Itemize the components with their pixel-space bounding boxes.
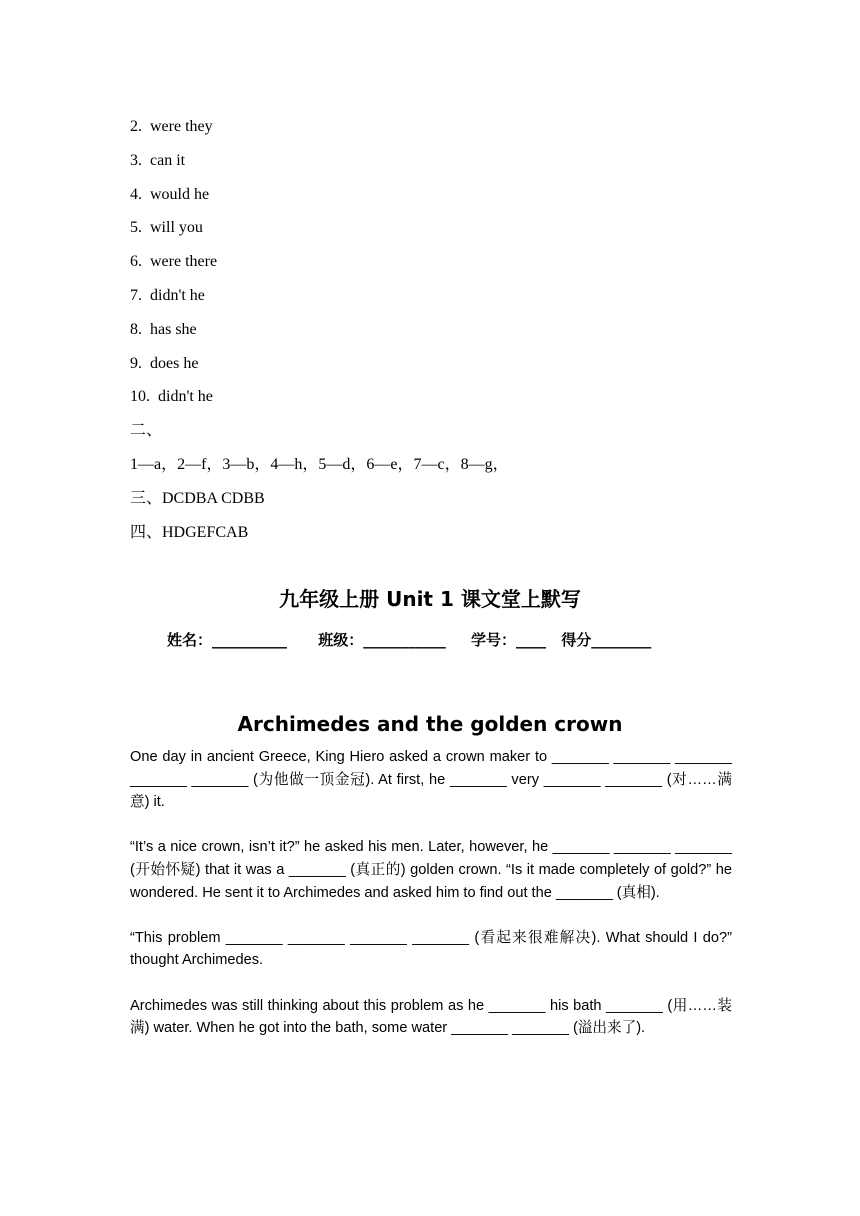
answer-item: 4. would he [130, 185, 210, 203]
section-two-heading: 二、 [130, 422, 163, 440]
section-three-answers: 三、DCDBA CDBB [130, 489, 265, 507]
story-paragraph: One day in ancient Greece, King Hiero asked a crown maker to _______ _______ _______ _______ _______ (为他做一顶金冠). At first, he _______ very _______ _______ (对……满意) it. [130, 749, 732, 811]
answer-item: 10. didn't he [130, 388, 213, 406]
worksheet-title: 九年级上册 Unit 1 课文堂上默写 [279, 587, 581, 611]
story-paragraph: “This problem _______ _______ _______ _______ (看起来很难解决). What should I do?” thought Archimedes. [130, 929, 732, 969]
section-four-answers: 四、HDGEFCAB [130, 523, 249, 541]
class-field[interactable]: 班级：___________ [318, 631, 446, 649]
answer-item: 2. were they [130, 118, 213, 135]
name-field[interactable]: 姓名：__________ [167, 631, 288, 649]
score-field[interactable]: 得分________ [561, 631, 652, 649]
answer-item: 6. were there [130, 253, 218, 271]
answer-key-list [130, 110, 730, 549]
story-title: Archimedes and the golden crown [237, 712, 623, 736]
story-paragraph: “It’s a nice crown, isn’t it?” he asked his men. Later, however, he _______ _______ _______ (开始怀疑) that it was a _______ (真正的) golden crown. “Is it made completely of gold?” he wondered. He sent it to Archimedes and asked him to find out the _______ (真相). [130, 839, 732, 901]
student-number-field[interactable]: 学号：____ [471, 631, 547, 649]
answer-item: 5. will you [130, 219, 203, 237]
answer-item: 3. can it [130, 151, 186, 169]
answer-item: 7. didn't he [130, 286, 205, 304]
section-two-answers: 1—a，2—f，3—b，4—h，5—d，6—e，7—c，8—g， [130, 455, 509, 473]
story-paragraph: Archimedes was still thinking about this problem as he _______ his bath _______ (用……装满) water. When he got into the bath, some water _______ _______ (溢出来了). [130, 997, 732, 1037]
student-info-row [167, 628, 651, 652]
answer-item: 8. has she [130, 320, 197, 338]
answer-item: 9. does he [130, 354, 199, 372]
story-body [130, 746, 732, 1062]
